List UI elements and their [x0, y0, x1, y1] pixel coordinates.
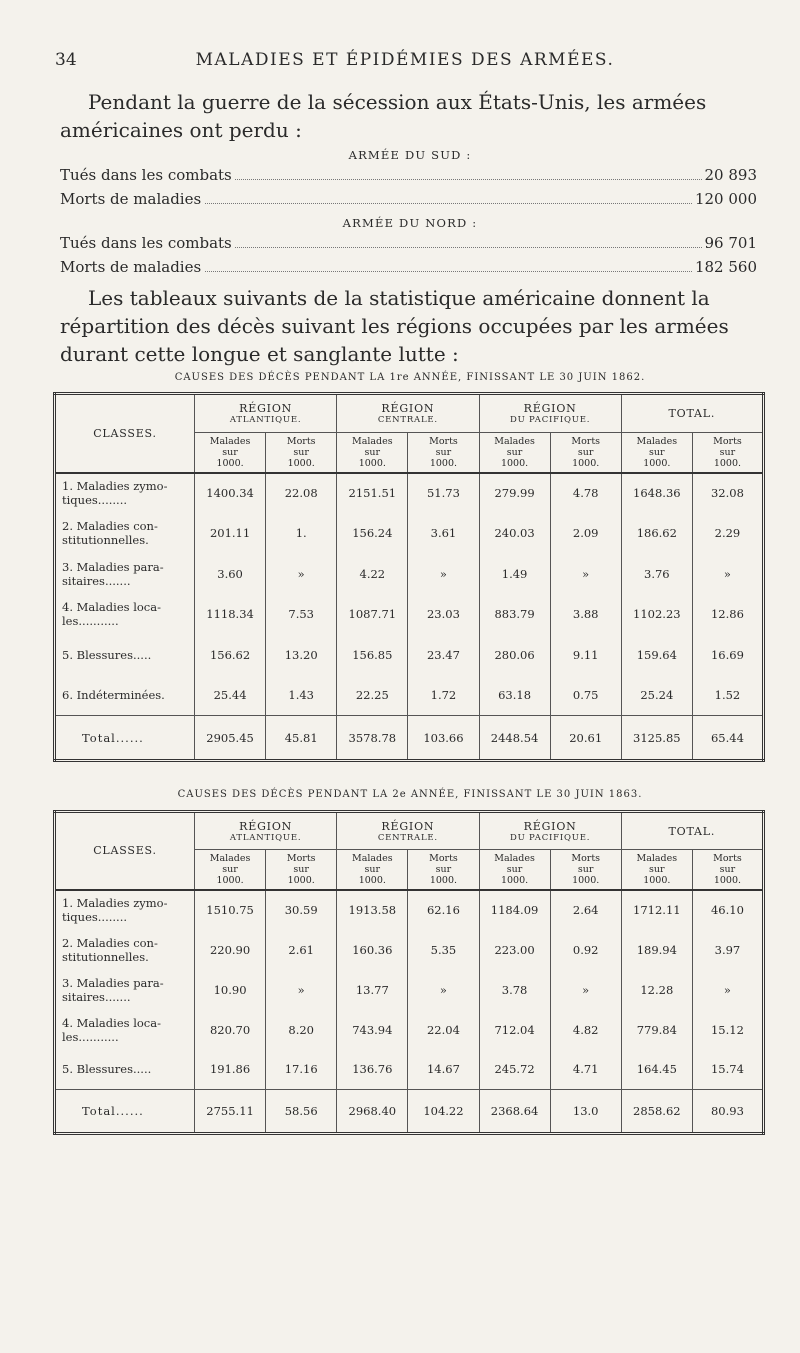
class-label: [55, 594, 195, 635]
sub-header: [195, 850, 266, 890]
sub-header-line: 1000.: [287, 874, 315, 886]
table-row: [55, 473, 764, 514]
region-subtitle: CENTRALE.: [377, 832, 438, 843]
table-cell: 712.04: [479, 1010, 550, 1050]
table-cell: »: [266, 554, 337, 595]
sub-header-line: Malades: [351, 435, 393, 447]
table-cell: 1087.71: [337, 594, 408, 635]
sub-header-line: 1000.: [572, 457, 600, 469]
table-cell: 245.72: [479, 1050, 550, 1090]
class-label-line: 5. Blessures.....: [62, 1062, 152, 1077]
sub-header-line: sur: [506, 863, 523, 875]
class-label-line: stitutionnelles.: [62, 533, 149, 548]
table-cell: 14.67: [408, 1050, 479, 1090]
table-row: [55, 1050, 764, 1090]
sub-header: [550, 432, 621, 473]
intro-paragraph: Pendant la guerre de la sécession aux États-Unis, les armées américaines ont perdu :: [60, 90, 707, 142]
class-label: [55, 1010, 195, 1050]
sub-header-line: Malades: [636, 852, 678, 864]
table-row: [55, 970, 764, 1010]
class-label-line: les...........: [62, 614, 119, 629]
region-header: [337, 394, 479, 433]
sub-header-line: sur: [577, 446, 594, 458]
sub-header-line: Morts: [429, 435, 458, 447]
total-cell: 103.66: [408, 716, 479, 761]
row-value: 96 701: [702, 234, 761, 252]
army-south-disease-row: [60, 190, 760, 212]
table-cell: 10.90: [195, 970, 266, 1010]
table-cell: 1648.36: [621, 473, 692, 514]
sub-header-line: sur: [364, 863, 381, 875]
region-subtitle: ATLANTIQUE.: [229, 414, 302, 425]
sub-header-line: 1000.: [500, 874, 529, 886]
table-cell: 191.86: [195, 1050, 266, 1090]
table-cell: 779.84: [621, 1010, 692, 1050]
sub-header-line: 1000.: [643, 874, 671, 886]
table-cell: 13.77: [337, 970, 408, 1010]
total-cell: 65.44: [692, 716, 763, 761]
table-cell: 1102.23: [621, 594, 692, 635]
sub-header-line: sur: [577, 863, 594, 875]
table-1-caption: CAUSES DES DÉCÈS PENDANT LA 1re ANNÉE, FINISSANT LE 30 JUIN 1862.: [174, 372, 646, 383]
classes-header: CLASSES.: [93, 844, 157, 858]
table-cell: 25.44: [195, 675, 266, 716]
region-subtitle: CENTRALE.: [377, 414, 438, 425]
region-header: [479, 394, 621, 433]
class-label: [55, 890, 195, 930]
table-cell: 1.43: [266, 675, 337, 716]
army-north-title: ARMÉE DU NORD :: [342, 216, 478, 230]
total-cell: 3125.85: [621, 716, 692, 761]
total-cell: 2448.54: [479, 716, 550, 761]
sub-header-line: Malades: [209, 852, 251, 864]
table-cell: 1.72: [408, 675, 479, 716]
table-cell: 1118.34: [195, 594, 266, 635]
table-cell: »: [692, 554, 763, 595]
sub-header-line: Malades: [351, 852, 393, 864]
class-label-line: les...........: [62, 1029, 119, 1044]
sub-header-line: sur: [435, 863, 452, 875]
class-label-line: stitutionnelles.: [62, 949, 149, 964]
table-cell: 16.69: [692, 635, 763, 676]
region-title: TOTAL.: [668, 824, 716, 838]
table-cell: »: [408, 970, 479, 1010]
total-cell: 20.61: [550, 716, 621, 761]
row-label: Morts de maladies: [60, 190, 204, 208]
table-cell: 1184.09: [479, 890, 550, 930]
table-cell: 22.04: [408, 1010, 479, 1050]
class-label-line: 2. Maladies con-: [62, 935, 158, 950]
sub-header: [266, 850, 337, 890]
sub-header-line: 1000.: [358, 874, 386, 886]
total-cell: 13.0: [550, 1090, 621, 1134]
class-label-line: 4. Maladies loca-: [62, 1015, 161, 1030]
table-cell: 12.28: [621, 970, 692, 1010]
class-label-line: 1. Maladies zymo-: [62, 479, 168, 494]
sub-header-line: 1000.: [358, 457, 386, 469]
table-cell: 22.08: [266, 473, 337, 514]
table-cell: 1913.58: [337, 890, 408, 930]
table-cell: »: [692, 970, 763, 1010]
sub-header: [408, 432, 479, 473]
total-cell: 104.22: [408, 1090, 479, 1134]
sub-header-line: 1000.: [713, 457, 742, 469]
sub-header-line: 1000.: [429, 874, 458, 886]
sub-header-line: Malades: [636, 435, 678, 447]
sub-header-line: sur: [719, 446, 736, 458]
region-header: [337, 812, 479, 850]
row-value: 120 000: [692, 190, 760, 208]
table-cell: 22.25: [337, 675, 408, 716]
total-cell: 2968.40: [337, 1090, 408, 1134]
page-number: 34: [55, 50, 77, 70]
sub-header-line: 1000.: [713, 874, 742, 886]
table-cell: 156.85: [337, 635, 408, 676]
region-header: [479, 812, 621, 850]
sub-header-line: 1000.: [287, 457, 315, 469]
sub-header: [550, 850, 621, 890]
region-title: RÉGION: [239, 819, 293, 833]
region-subtitle: DU PACIFIQUE.: [509, 414, 591, 425]
region-title: RÉGION: [523, 401, 577, 415]
sub-header-line: 1000.: [572, 874, 600, 886]
class-label-line: 2. Maladies con-: [62, 519, 158, 534]
total-label: Total......: [55, 716, 195, 761]
class-label: [55, 513, 195, 554]
sub-header-line: sur: [293, 863, 309, 875]
table-cell: 2.09: [550, 513, 621, 554]
class-label-line: 6. Indéterminées.: [62, 688, 165, 703]
table-row: [55, 594, 764, 635]
table-cell: 3.78: [479, 970, 550, 1010]
table-1: [53, 392, 765, 762]
region-subtitle: DU PACIFIQUE.: [509, 832, 591, 843]
region-header: [195, 394, 337, 433]
classes-header: CLASSES.: [93, 426, 157, 440]
sub-header-line: sur: [364, 446, 381, 458]
table-cell: 8.20: [266, 1010, 337, 1050]
row-value: 20 893: [702, 166, 761, 184]
class-label: [55, 473, 195, 514]
total-row: [55, 716, 764, 761]
region-header: [621, 394, 763, 433]
table-cell: 3.88: [550, 594, 621, 635]
class-label: [55, 930, 195, 970]
army-north-killed-row: [60, 234, 760, 256]
army-north-disease-row: [60, 258, 760, 280]
class-label-line: sitaires.......: [62, 989, 131, 1004]
table-cell: 4.82: [550, 1010, 621, 1050]
table-cell: 189.94: [621, 930, 692, 970]
class-label: [55, 675, 195, 716]
table-row: [55, 513, 764, 554]
table-cell: 201.11: [195, 513, 266, 554]
table-row: [55, 635, 764, 676]
total-row: [55, 1090, 764, 1134]
table-cell: 32.08: [692, 473, 763, 514]
table-row: [55, 930, 764, 970]
table-cell: »: [408, 554, 479, 595]
sub-header-line: Morts: [286, 435, 316, 447]
table-cell: 23.03: [408, 594, 479, 635]
table-cell: »: [266, 970, 337, 1010]
sub-header: [337, 432, 408, 473]
total-cell: 58.56: [266, 1090, 337, 1134]
region-subtitle: ATLANTIQUE.: [229, 832, 302, 843]
tables-intro-paragraph: Les tableaux suivants de la statistique américaine donnent la répartition des décès suivant les régions occupées par les armées durant cette longue et sanglante lutte :: [60, 286, 729, 366]
table-row: [55, 554, 764, 595]
table-2-caption: CAUSES DES DÉCÈS PENDANT LA 2e ANNÉE, FINISSANT LE 30 JUIN 1863.: [177, 789, 643, 800]
class-label-line: sitaires.......: [62, 573, 131, 588]
table-cell: 883.79: [479, 594, 550, 635]
table-cell: 15.12: [692, 1010, 763, 1050]
table-cell: 5.35: [408, 930, 479, 970]
table-cell: 0.75: [550, 675, 621, 716]
sub-header-line: sur: [222, 446, 238, 458]
sub-header-line: Morts: [713, 852, 742, 864]
table-cell: 4.22: [337, 554, 408, 595]
sub-header-line: 1000.: [643, 457, 671, 469]
sub-header-line: sur: [222, 863, 238, 875]
sub-header: [195, 432, 266, 473]
sub-header-line: Morts: [713, 435, 742, 447]
sub-header: [621, 850, 692, 890]
table-cell: 12.86: [692, 594, 763, 635]
total-cell: 2755.11: [195, 1090, 266, 1134]
sub-header-line: Morts: [571, 435, 601, 447]
table-cell: 1.49: [479, 554, 550, 595]
table-cell: 136.76: [337, 1050, 408, 1090]
sub-header-line: Morts: [429, 852, 458, 864]
total-cell: 2858.62: [621, 1090, 692, 1134]
sub-header: [479, 850, 550, 890]
class-label: [55, 635, 195, 676]
table-cell: 1510.75: [195, 890, 266, 930]
army-south-title: ARMÉE DU SUD :: [348, 148, 472, 162]
table-cell: 23.47: [408, 635, 479, 676]
table-cell: 3.60: [195, 554, 266, 595]
total-label: Total......: [55, 1090, 195, 1134]
table-row: [55, 1010, 764, 1050]
table-cell: 240.03: [479, 513, 550, 554]
sub-header-line: 1000.: [216, 874, 244, 886]
table-cell: 2.29: [692, 513, 763, 554]
row-value: 182 560: [692, 258, 760, 276]
table-cell: 17.16: [266, 1050, 337, 1090]
total-cell: 80.93: [692, 1090, 763, 1134]
table-cell: 1400.34: [195, 473, 266, 514]
table-cell: 7.53: [266, 594, 337, 635]
region-title: RÉGION: [239, 401, 293, 415]
table-cell: 62.16: [408, 890, 479, 930]
table-cell: 3.61: [408, 513, 479, 554]
class-label-line: 3. Maladies para-: [62, 975, 164, 990]
class-label-line: 5. Blessures.....: [62, 648, 152, 663]
table-cell: 9.11: [550, 635, 621, 676]
table-cell: 3.76: [621, 554, 692, 595]
table-2: [53, 810, 765, 1135]
total-cell: 2368.64: [479, 1090, 550, 1134]
sub-header-line: 1000.: [216, 457, 244, 469]
sub-header: [621, 432, 692, 473]
total-cell: 45.81: [266, 716, 337, 761]
sub-header-line: sur: [649, 863, 665, 875]
table-cell: 51.73: [408, 473, 479, 514]
sub-header-line: sur: [435, 446, 452, 458]
row-label: Tués dans les combats: [60, 234, 235, 252]
running-title: MALADIES ET ÉPIDÉMIES DES ARMÉES.: [195, 50, 615, 70]
table-row: [55, 890, 764, 930]
table-cell: 2.64: [550, 890, 621, 930]
table-cell: 160.36: [337, 930, 408, 970]
table-cell: 46.10: [692, 890, 763, 930]
table-cell: 156.62: [195, 635, 266, 676]
region-title: TOTAL.: [668, 406, 716, 420]
sub-header-line: Malades: [494, 852, 535, 864]
region-title: RÉGION: [381, 401, 435, 415]
class-label-line: 3. Maladies para-: [62, 559, 164, 574]
sub-header: [408, 850, 479, 890]
class-label: [55, 970, 195, 1010]
table-cell: 223.00: [479, 930, 550, 970]
sub-header-line: Malades: [494, 435, 535, 447]
table-cell: 159.64: [621, 635, 692, 676]
region-title: RÉGION: [381, 819, 435, 833]
sub-header: [479, 432, 550, 473]
sub-header: [266, 432, 337, 473]
table-cell: 280.06: [479, 635, 550, 676]
row-label: Morts de maladies: [60, 258, 204, 276]
table-cell: 156.24: [337, 513, 408, 554]
running-header: [55, 50, 755, 74]
table-cell: 25.24: [621, 675, 692, 716]
table-cell: 186.62: [621, 513, 692, 554]
class-label-line: 4. Maladies loca-: [62, 600, 161, 615]
row-label: Tués dans les combats: [60, 166, 235, 184]
table-cell: 3.97: [692, 930, 763, 970]
table-cell: 820.70: [195, 1010, 266, 1050]
sub-header: [337, 850, 408, 890]
sub-header: [692, 432, 763, 473]
region-title: RÉGION: [523, 819, 577, 833]
sub-header-line: 1000.: [500, 457, 529, 469]
sub-header-line: 1000.: [429, 457, 458, 469]
class-label-line: 1. Maladies zymo-: [62, 896, 168, 910]
table-cell: 63.18: [479, 675, 550, 716]
table-cell: 743.94: [337, 1010, 408, 1050]
table-cell: 4.78: [550, 473, 621, 514]
table-cell: 164.45: [621, 1050, 692, 1090]
class-label: [55, 1050, 195, 1090]
region-header: [621, 812, 763, 850]
class-label: [55, 554, 195, 595]
sub-header-line: Malades: [209, 435, 251, 447]
sub-header-line: Morts: [286, 852, 316, 864]
sub-header-line: sur: [649, 446, 665, 458]
table-cell: 15.74: [692, 1050, 763, 1090]
table-cell: 13.20: [266, 635, 337, 676]
table-cell: 220.90: [195, 930, 266, 970]
total-cell: 2905.45: [195, 716, 266, 761]
table-cell: 2151.51: [337, 473, 408, 514]
table-cell: 0.92: [550, 930, 621, 970]
sub-header: [692, 850, 763, 890]
class-label-line: tiques........: [62, 910, 128, 924]
table-cell: »: [550, 970, 621, 1010]
sub-header-line: sur: [719, 863, 736, 875]
region-header: [195, 812, 337, 850]
total-cell: 3578.78: [337, 716, 408, 761]
table-cell: 30.59: [266, 890, 337, 930]
table-cell: 1.: [266, 513, 337, 554]
class-label-line: tiques........: [62, 493, 128, 508]
army-south-killed-row: [60, 166, 760, 188]
sub-header-line: sur: [293, 446, 309, 458]
table-row: [55, 675, 764, 716]
table-cell: 2.61: [266, 930, 337, 970]
table-cell: »: [550, 554, 621, 595]
table-cell: 4.71: [550, 1050, 621, 1090]
sub-header-line: sur: [506, 446, 523, 458]
table-cell: 1.52: [692, 675, 763, 716]
table-cell: 1712.11: [621, 890, 692, 930]
table-cell: 279.99: [479, 473, 550, 514]
sub-header-line: Morts: [571, 852, 601, 864]
